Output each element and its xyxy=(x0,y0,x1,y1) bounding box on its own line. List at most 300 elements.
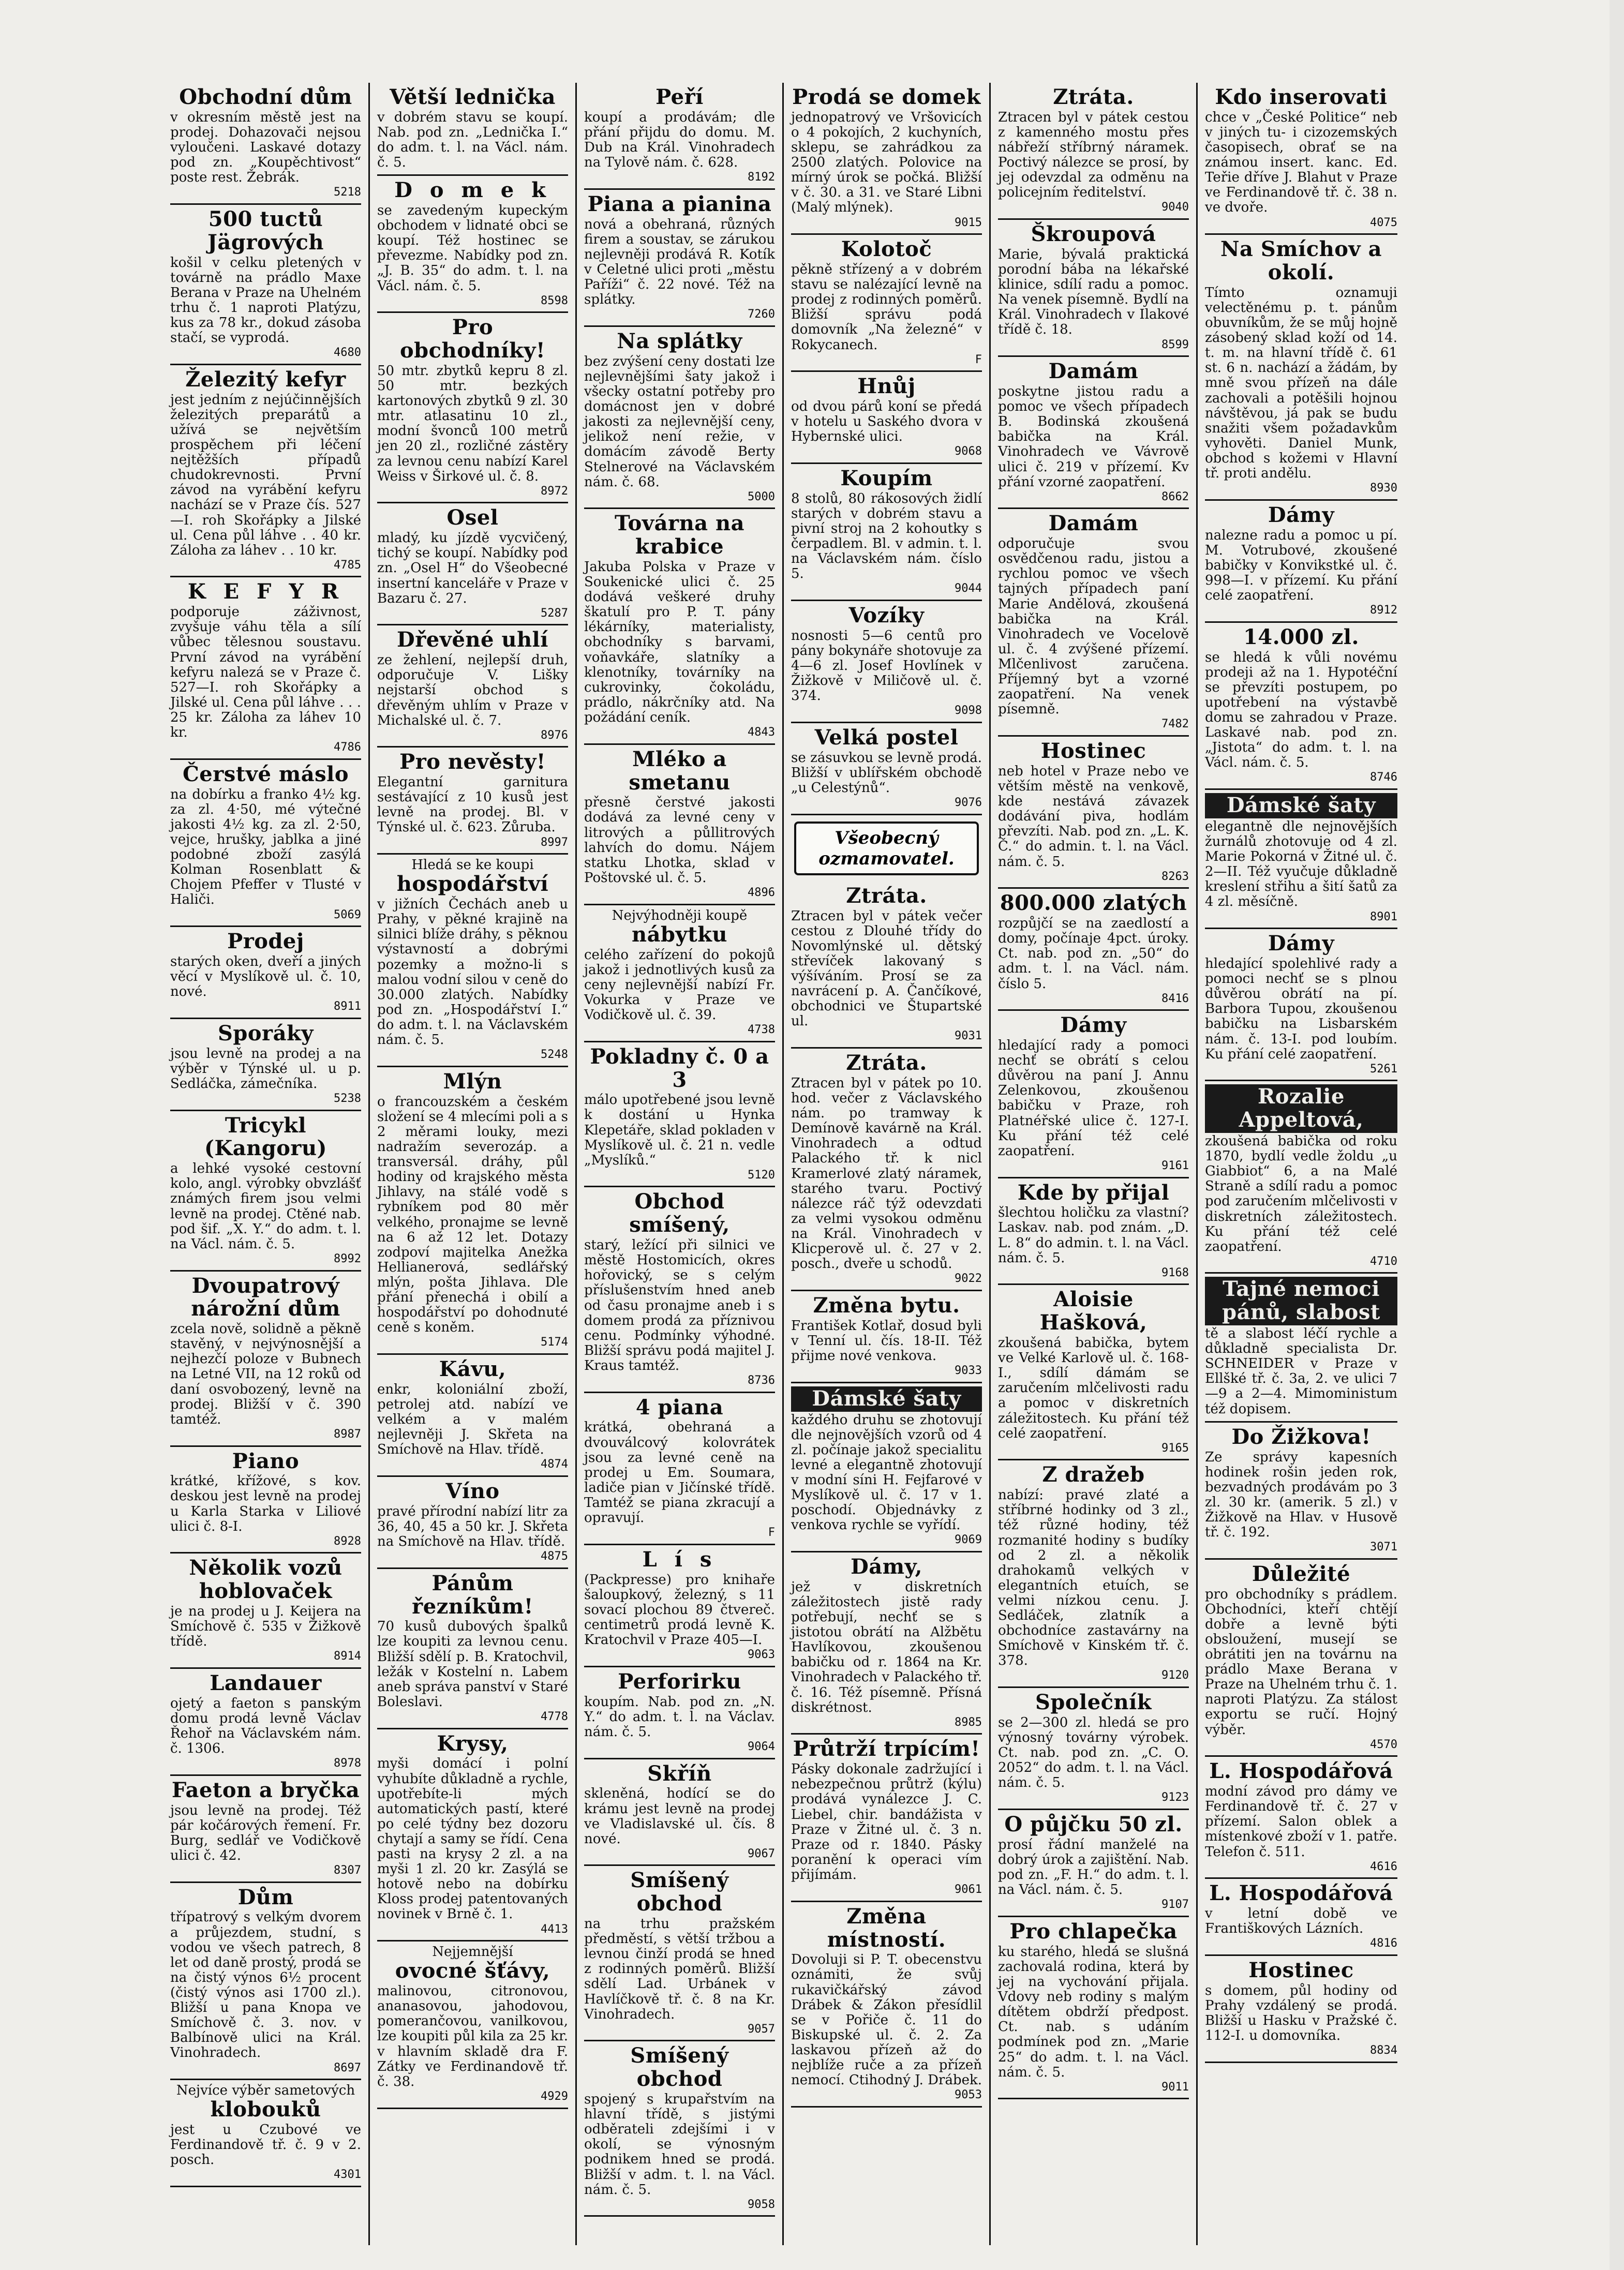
ad-preheading: Nejvýhodněji koupě xyxy=(612,907,748,923)
ad-body: krátká, obehraná a dvouválcový kolovrátek jsou za levné ceně na prodej u Em. Soumara, ladiče pian v Jičínské třídě. Tamtéž se piana zkracují a opravují. xyxy=(584,1420,775,1526)
ad-body: nalezne radu a pomoc u pí. M. Votrubové, zkoušené babičky v Konvikstké ul. č. 998—I. v přízemí. Ku přání celé zaopatření. xyxy=(1205,527,1397,604)
ad-heading: Pro obchodníky! xyxy=(399,315,546,363)
ad-body: každého druhu se zhotovují dle nejnovějších vzorů od 4 zl. počínaje jakož specialitu levné a elegantně zhotovují v modní síni H. Fejfarové v Myslíkově ul. č. 17 v 1. poschodí. Objednávky z venkova rychle se vyřídí. xyxy=(791,1412,982,1533)
classified-ad xyxy=(998,1917,1189,2099)
classified-ad xyxy=(170,1447,361,1554)
ad-body: košil v celku pletených v továrně na prádlo Maxe Berana v Praze na Uhelném trhu č. 1 naproti Platýzu, kus za 78 kr., dokud zásoba stačí, se vyprodá. xyxy=(170,255,361,346)
classified-ad xyxy=(170,205,361,365)
ad-number: 3071 xyxy=(1370,1541,1397,1554)
ad-body: jsou levně na prodej. Též pár kočárových řemení. Fr. Burg, sedlář ve Vodičkově ulici č. 42. xyxy=(170,1802,361,1863)
ad-heading: Landauer xyxy=(210,1670,322,1695)
ad-number: 8736 xyxy=(748,1374,775,1387)
ad-number: 9107 xyxy=(1161,1898,1189,1911)
classified-ad xyxy=(1205,1757,1397,1879)
ad-heading: Kolotoč xyxy=(841,237,932,262)
ad-heading: Dům xyxy=(237,1885,294,1909)
ad-body: v letní době ve Františkových Lázních. xyxy=(1205,1906,1397,1937)
classified-ad xyxy=(377,503,568,625)
ad-heading: Kávu, xyxy=(439,1357,506,1381)
classified-ad xyxy=(998,83,1189,220)
ad-number: 4896 xyxy=(748,886,775,900)
ad-number: 7482 xyxy=(1161,718,1189,731)
ad-heading: 4 piana xyxy=(635,1395,724,1420)
classified-ad xyxy=(1205,1081,1397,1274)
ad-body: v jižních Čechách aneb u Prahy, v pěkné krajině na silnici blíže dráhy, s pěknou výstavností a dobrými pozemky a možno-li s malou vodní silou v ceně do 30.000 zlatých. Nabídky pod zn. „Hospodářství I.“ do adm. t. l. na Václavském nám. č. 5. xyxy=(377,897,568,1048)
classified-ad xyxy=(377,1942,568,2109)
classified-ad xyxy=(170,1883,361,2081)
ad-body: se zásuvkou se levně prodá. Bližší v ublířském obchodě „u Celestýnů“. xyxy=(791,750,982,796)
ad-number: 4778 xyxy=(541,1710,568,1723)
ad-body: malinovou, citronovou, ananasovou, jahodovou, pomerančovou, vanilkovou, lze koupiti půl kila za 25 kr. v hlavním skladě dra F. Zátky ve Ferdinandově tř. č. 38. xyxy=(377,1983,568,2089)
ad-heading: Tajné nemoci pánů, slabost xyxy=(1205,1277,1397,1325)
ad-heading: Pro chlapečka xyxy=(1009,1919,1178,1944)
ad-number: 5120 xyxy=(748,1168,775,1182)
ad-heading: Dvoupatrový nárožní dům xyxy=(191,1273,340,1321)
ad-heading: K E F Y R xyxy=(187,579,344,604)
column-5 xyxy=(991,83,1198,2245)
ad-body: odporučuje svou osvědčenou radu, jistou a rychlou pomoc ve všech tajných případech paní Marie Andělová, zkoušená babička na Král. Vinohradech ve Vocelově ul. č. 4 zvýšené přízemí. Mlčenlivost zaručena. Příjemný byt a vzorné zaopatření. Na venek písemně. xyxy=(998,536,1189,718)
classified-ad xyxy=(377,83,568,176)
classified-ad xyxy=(1205,501,1397,623)
ad-heading: Mlýn xyxy=(443,1069,502,1094)
ad-number: 8192 xyxy=(748,171,775,184)
classified-ad xyxy=(377,1355,568,1477)
ad-number: 8985 xyxy=(955,1715,982,1729)
ad-body: nová a obehraná, různých firem a soustav, se zárukou nejlevněji prodává R. Kotík v Celetné ulici proti „městu Paříži“ č. 22 nové. Též na splátky. xyxy=(584,216,775,308)
ad-heading: Aloisie Hašková, xyxy=(1039,1287,1148,1335)
ad-number: 9063 xyxy=(748,1648,775,1662)
ad-heading: Krysy, xyxy=(437,1731,509,1756)
classified-ad xyxy=(1205,1879,1397,1956)
ad-body: pro obchodníky s prádlem. Obchodníci, kteří chtějí dobře a levně býti obsloužení, musejí se obrátiti jen na továrnu na prádlo Maxe Berana v Praze na Uhelném trhu č. 1. naproti Platýzu. Za stálost exportu se ručí. Hojný výběr. xyxy=(1205,1586,1397,1738)
ad-heading: Ztráta. xyxy=(846,1051,927,1076)
ad-preheading: Nejjemnější xyxy=(432,1944,513,1960)
classified-ad xyxy=(791,723,982,815)
ad-body: ze žehlení, nejlepší druh, odporučuje V. Lišky nejstarší obchod s dřevěným uhlím v Praze v Michalské ul. č. 7. xyxy=(377,652,568,728)
ad-body: spojený s krupařstvím na hlavní třídě, s jistými odběrateli zdejšími i v okolí, se výnosným podnikem hned se prodá. Bližší v adm. t. l. na Václ. nám. č. 5. xyxy=(584,2092,775,2198)
ad-number: 5248 xyxy=(541,1048,568,1062)
ad-body: enkr, koloniální zboží, petrolej atd. nabízí ve velkém a v malém nejlevněji J. Skřeta na Smíchově na Hlav. třídě. xyxy=(377,1381,568,1458)
ad-heading: Mléko a smetanu xyxy=(629,746,731,795)
ad-number: 9022 xyxy=(955,1272,982,1286)
ad-number: 4843 xyxy=(748,726,775,739)
classified-ad xyxy=(584,1393,775,1545)
ad-number: 4874 xyxy=(541,1458,568,1471)
classified-ad xyxy=(377,855,568,1067)
classified-ad xyxy=(584,2041,775,2217)
classified-ad xyxy=(377,313,568,503)
ad-heading: Osel xyxy=(446,505,499,530)
ad-body: neb hotel v Praze nebo ve větším městě na venkově, kde nestává závazek dodávání piva, hodlám převzíti. Nab. pod zn. „L. K. Č.“ do admin. t. l. na Václ. nám. č. 5. xyxy=(998,763,1189,870)
ad-body: jest jedním z nejúčinnějších železitých preparátů a užívá se největším prospěchem při léčení nejtěžších případů chudokrevnosti. První závod na vyrábění kefyru nachází se v Praze čís. 527—I. roh Skořápky a Jilské ul. Cena půl láhve . . 40 kr. Záloha za láhev . . 10 kr. xyxy=(170,392,361,558)
classified-ad xyxy=(1205,929,1397,1081)
page-edge xyxy=(1610,0,1624,2270)
ad-heading: Obchodní dům xyxy=(179,85,352,109)
classified-ad xyxy=(1205,1423,1397,1560)
ad-body: Pásky dokonale zadržující i nebezpečnou průtrž (kýlu) prodává vynálezce J. C. Liebel, chir. bandážista v Praze v Žitné ul. č. 3 n. Praze od r. 1840. Pásky poranění k operaci vím přijímám. xyxy=(791,1761,982,1883)
classified-ad xyxy=(170,760,361,927)
ad-number: 8928 xyxy=(334,1534,361,1548)
ad-body: celého zařízení do pokojů jakož i jednotlivých kusů za ceny nejlevnější nabízí Fr. Vokurka v Praze ve Vodičkově ul. č. 39. xyxy=(584,947,775,1023)
ad-body: modní závod pro dámy ve Ferdinandově tř. č. 27 v přízemí. Salon oblek a místenkové zboží v 1. patře. Telefon č. 511. xyxy=(1205,1784,1397,1860)
ad-number: 9033 xyxy=(955,1364,982,1378)
ad-body: zkoušená babička, bytem ve Velké Karlově ul. č. 168-I., sdílí dámám se zaručením mlčelivosti radu a pomoc v diskretních záležitostech. Ku přání též celé zaopatření. xyxy=(998,1335,1189,1441)
ad-heading: Průtrží trpícím! xyxy=(793,1737,980,1761)
ad-heading: Změna bytu. xyxy=(813,1293,960,1318)
ad-body: ku starého, hledá se slušná zachovalá rodina, která by jej na vychování přijala. Vdovy neb rodiny s malým dítětem obdrží předpost. Ct. nab. s udáním podmínek pod zn. „Marie 25“ do adm. t. l. na Václ. nám. č. 5. xyxy=(998,1944,1189,2080)
ad-number: 4570 xyxy=(1370,1738,1397,1751)
ad-body: jsou levně na prodej a na výběr v Týnské ul. u p. Sedláčka, zámečníka. xyxy=(170,1046,361,1092)
ad-number: 5000 xyxy=(748,490,775,503)
ad-number: 4616 xyxy=(1370,1860,1397,1873)
ad-body: (Packpresse) pro knihaře šaloupkový, železný, s 11 sovací plochou 89 čtvereč. centimetrů prodá levně K. Kratochvil v Praze 405—I. xyxy=(584,1572,775,1648)
ad-heading: Dámské šaty xyxy=(1205,793,1397,818)
ad-body: málo upotřebené jsou levně k dostání u Hynka Klepetáře, sklad pokladen v Myslíkově ul. č. 21 n. vedle „Myslíků.“ xyxy=(584,1092,775,1168)
ad-number: 8987 xyxy=(334,1427,361,1441)
ad-heading: L. Hospodářová xyxy=(1209,1759,1393,1784)
classified-ad xyxy=(998,509,1189,737)
ad-heading: Hostinec xyxy=(1248,1958,1354,1982)
ad-heading: 500 tuctů Jägrových xyxy=(207,206,324,255)
classified-ad xyxy=(170,1272,361,1447)
ad-number: 9058 xyxy=(748,2198,775,2211)
ad-body: nabízí: pravé zlaté a stříbrné hodinky od 3 zl., též různé hodiny, též rozmanité hodiny s budíky od 2 zl. a několik drahokamů velkých v elegantních etuích, se velmi nízkou cenu. J. Sedláček, zlatník a obchodníce zastavárny na Smíchově v Kinském tř. č. 378. xyxy=(998,1487,1189,1669)
ad-number: 8598 xyxy=(541,294,568,307)
ad-body: jest u Czubové ve Ferdinandově tř. č. 9 v 2. posch. xyxy=(170,2122,361,2168)
ad-number: 9061 xyxy=(955,1883,982,1896)
ad-number: 9069 xyxy=(955,1533,982,1547)
ad-body: elegantně dle nejnovějších žurnálů zhotovuje od 4 zl. Marie Pokorná v Žitné ul. č. 2—II. Též vyučuje důkladně kreslení střihu a šití šatů za 4 zl. měsíčně. xyxy=(1205,818,1397,910)
ad-preheading: Nejvíce výběr sametových xyxy=(176,2083,355,2099)
ad-number: 8911 xyxy=(334,1000,361,1013)
ad-heading: Smíšený obchod xyxy=(630,1868,729,1916)
classified-ad xyxy=(998,1688,1189,1810)
ad-heading: Dámy xyxy=(1268,502,1335,527)
ad-body: v dobrém stavu se koupí. Nab. pod zn. „Lednička I.“ do adm. t. l. na Václ. nám. č. 5. xyxy=(377,109,568,171)
classified-ad xyxy=(998,889,1189,1011)
ad-body: poskytne jistou radu a pomoc ve všech případech B. Bodinská zkoušená babička na Král. Vinohradech ve Vávrově ulici č. 219 v přízemí. Kv přání vzorné zaopatření. xyxy=(998,383,1189,490)
ad-heading: Čerstvé máslo xyxy=(182,761,349,786)
classified-ad xyxy=(584,327,775,509)
ad-body: se 2—300 zl. hledá se pro výnosný továrny výrobek. Ct. nab. pod zn. „C. O. 2052“ do adm. t. l. na Václ. nám. č. 5. xyxy=(998,1714,1189,1791)
ad-number: 9067 xyxy=(748,1847,775,1860)
ad-body: podporuje záživnost, zvyšuje váhu těla a sílí vůbec tělesnou soustavu. První závod na vyrábění kefyru nalezá se v Praze č. 527—I. roh Skořápky a Jilské ul. Cena půl láhve . . . 25 kr. Záloha za láhev 10 kr. xyxy=(170,604,361,741)
classified-ad xyxy=(584,1667,775,1759)
ad-number: 8914 xyxy=(334,1650,361,1663)
classified-ad xyxy=(377,1067,568,1355)
ad-number: 9076 xyxy=(955,796,982,810)
ad-heading: L. Hospodářová xyxy=(1209,1881,1393,1906)
ad-number: 4301 xyxy=(334,2168,361,2182)
ad-number: 9161 xyxy=(1161,1159,1189,1172)
ad-number: 8901 xyxy=(1370,910,1397,923)
ad-heading: Továrna na krabice xyxy=(614,511,744,559)
ad-heading: Na Smíchov a okolí. xyxy=(1220,237,1382,285)
ad-number: 4816 xyxy=(1370,1937,1397,1950)
ad-body: Tímto oznamuji velectěnému p. t. pánům obuvníkům, že se můj hojně zásobený sklad koží od 14. t. m. na hlavní třídě č. 61 st. 6 n. nachází a žádám, by mně svou přízeň na dále zachovali a potěšili hojnou návštěvou, já pak se budu snažiti všem požadavkům vyhověti. Daniel Munk, obchod s kožemi v Hlavní tř. proti andělu. xyxy=(1205,285,1397,482)
ad-number: 7260 xyxy=(748,308,775,321)
ad-number: 5174 xyxy=(541,1336,568,1349)
ad-number: F xyxy=(768,1526,775,1540)
classified-ad xyxy=(170,1554,361,1669)
ad-heading: Společník xyxy=(1035,1690,1152,1715)
ad-body: chce v „České Politice“ neb v jiných tu- i cizozemských časopisech, obrať se na známou insert. kanc. Ed. Teřie dříve J. Blahut v Praze ve Ferdinandově tř. č. 38 n. ve dvoře. xyxy=(1205,109,1397,216)
ad-body: na dobírku a franko 4½ kg. za zl. 4·50, mé výtečné jakosti 4½ kg. za zl. 2·50, vejce, hrušky, jablka a jiné podobné zboží zasýlá Kolman Rosenblatt & Chojem Pfeffer v Tlusté v Haliči. xyxy=(170,786,361,908)
classified-ad xyxy=(377,625,568,748)
ad-number: 8834 xyxy=(1370,2044,1397,2057)
classified-ad xyxy=(584,1545,775,1667)
classified-ad xyxy=(998,737,1189,889)
ad-number: 9168 xyxy=(1161,1266,1189,1279)
ad-body: 70 kusů dubových špalků lze koupiti za levnou cenu. Bližší sdělí p. B. Kratochvil, ležák v Kostelní n. Labem aneb správa panství v Staré Boleslavi. xyxy=(377,1619,568,1710)
ad-body: koupí a prodávám; dle přání přijdu do domu. M. Dub na Král. Vinohradech na Tylově nám. č. 628. xyxy=(584,109,775,171)
classified-ad xyxy=(377,748,568,855)
ad-number: F xyxy=(975,353,982,366)
classified-ad xyxy=(170,83,361,205)
ad-heading: Dámy xyxy=(1060,1013,1127,1038)
ad-body: myši domácí i polní vyhubíte důkladně a rychle, upotřebíte-li mých automatických pastí, které po celé týdny bez dozoru chytají a samy se řídí. Cena pasti na krysy 2 zl. a na myši 1 zl. 20 kr. Zasýlá se hotově nebo na dobírku Kloss prodej patentovaných novinek v Brně č. 1. xyxy=(377,1756,568,1922)
ad-body: Elegantní garnitura sestávající z 10 kusů jest levně na prodej. Bl. v Týnské ul. č. 623. Zůruba. xyxy=(377,774,568,835)
classified-ad xyxy=(791,1902,982,2108)
classified-ad xyxy=(1205,1274,1397,1422)
ad-heading: Rozalie Appeltová, xyxy=(1205,1084,1397,1133)
ad-number: 9053 xyxy=(955,2088,982,2102)
ad-number: 8307 xyxy=(334,1864,361,1877)
classified-ad xyxy=(998,1011,1189,1178)
classified-ad xyxy=(791,882,982,1049)
ad-number: 8912 xyxy=(1370,604,1397,617)
ad-heading: Na splátky xyxy=(617,328,742,353)
ad-heading: Několik vozů hoblovaček xyxy=(189,1556,342,1604)
classified-ad xyxy=(1205,235,1397,501)
classified-ad xyxy=(584,1866,775,2041)
ad-body: a lehké vysoké cestovní kolo, angl. výrobky obvzlášť známých firem jsou velmi levně na prodej. Ctěné nab. pod šif. „X. Y.“ do adm. t. l. na Václ. nám. č. 5. xyxy=(170,1161,361,1252)
ad-heading: Kde by přijal xyxy=(1017,1180,1170,1205)
ad-heading: Pánům řezníkům! xyxy=(412,1571,533,1619)
ad-body: zcela nově, solidně a pěkně stavěný, v nejvýnosnější a nejhezčí poloze v Bubnech na Letné VII, na 12 roků od daní osvobozený, levně na prodej. Bližší v č. 390 tamtéž. xyxy=(170,1321,361,1427)
ad-body: tě a slabost léčí rychle a důkladně specialista Dr. SCHNEIDER v Praze v Ellšké tř. č. 3a, 2. ve ulici 7—9 a 2—4. Mimoministum též dopisem. xyxy=(1205,1326,1397,1417)
column-4 xyxy=(784,83,991,2245)
ad-heading: Pokladny č. 0 a 3 xyxy=(590,1044,769,1092)
ad-number: 4786 xyxy=(334,741,361,754)
ad-body: Ze správy kapesních hodinek rošin jeden rok, bezvadných prodávám po 3 zl. 30 kr. (amerik. 5 zl.) v Žižkově na Hlav. v Husově tř. č. 192. xyxy=(1205,1449,1397,1541)
classified-ad xyxy=(170,1776,361,1883)
column-2 xyxy=(370,83,577,2245)
ad-columns xyxy=(163,83,1612,2245)
ad-number: 9040 xyxy=(1161,201,1189,214)
ad-heading: Hostinec xyxy=(1040,739,1146,764)
ad-body: třípatrový s velkým dvorem a průjezdem, studní, s vodou ve všech patrech, 8 let od daně prostý, prodá se na čistý výnos 6½ procent (čistý výnos asi 1700 zl.). Bližší u pana Knopa ve Smíchově č. 3. nov. v Balbínově ulici na Král. Vinohradech. xyxy=(170,1909,361,2061)
ad-body: starých oken, dveří a jiných věcí v Myslíkově ul. č. 10, nové. xyxy=(170,953,361,1000)
stamp-logo: Všeobecný ozmamovatel. xyxy=(794,822,979,875)
ad-number: 4929 xyxy=(541,2089,568,2103)
ad-heading: Peří xyxy=(655,85,704,109)
ad-body: prosí řádní manželé na dobrý úrok a zajištění. Nab. pod zn. „F. H.“ do adm. t. l. na Václ. nám. č. 5. xyxy=(998,1836,1189,1898)
classified-ad xyxy=(791,1552,982,1735)
ad-body: rozpůjčí se na zaedlostí a domy, počínaje 4pct. úroky. Ct. nab. pod zn. „50“ do adm. t. l. na Václ. nám. číslo 5. xyxy=(998,916,1189,992)
ad-number: 8992 xyxy=(334,1252,361,1265)
classified-ad xyxy=(998,1178,1189,1286)
classified-ad xyxy=(377,1477,568,1569)
ad-number: 4413 xyxy=(541,1922,568,1936)
classified-ad xyxy=(584,1042,775,1188)
ad-heading: klobouků xyxy=(210,2097,321,2122)
classified-ad xyxy=(584,1187,775,1393)
ad-body: hledající rady a pomoci nechť se obrátí s celou důvěrou na paní J. Annu Zelenkovou, zkoušenou babičku v Praze, roh Platnéřské ulice č. 127-I. Ku přání též celé zaopatření. xyxy=(998,1038,1189,1159)
ad-heading: Koupím xyxy=(840,466,933,491)
ad-heading: Víno xyxy=(445,1479,500,1503)
ad-body: zkoušená babička od roku 1870, bydlí vedle žoldu „u Giabbiot“ 6, a na Malé Straně a sdílí radu a pomoc pod zaručením mlčelivosti v diskretních záležitostech. Ku přání též celé zaopatření. xyxy=(1205,1133,1397,1255)
ad-number: 9064 xyxy=(748,1740,775,1753)
classified-ad xyxy=(998,1460,1189,1688)
ad-heading: Dámské šaty xyxy=(791,1386,982,1412)
ad-heading: 800.000 zlatých xyxy=(1000,891,1187,916)
ad-number: 5069 xyxy=(334,908,361,921)
ad-heading: Prodej xyxy=(227,929,304,954)
column-3 xyxy=(577,83,784,2245)
ad-heading: Faeton a bryčka xyxy=(171,1778,360,1802)
ad-number: 8976 xyxy=(541,728,568,742)
ad-heading: L í s xyxy=(642,1547,717,1572)
ad-number: 5218 xyxy=(334,186,361,199)
ad-heading: Tricykl (Kangoru) xyxy=(204,1113,327,1161)
ad-body: se hledá k vůli novému prodeji až na 1. Hypotéční se převzíti postupem, po upotřebení na výstavbě domu se zahradou v Praze. Laskavé nab. pod zn. „Jistota“ do adm. t. l. na Václ. nám. č. 5. xyxy=(1205,649,1397,771)
classified-ad xyxy=(584,190,775,327)
classified-ad xyxy=(584,905,775,1042)
ad-heading: Vozíky xyxy=(848,603,925,628)
classified-ad xyxy=(584,83,775,190)
ad-body: ojetý a faeton s panským domu prodá levně Václav Řehoř na Václavském nám. č. 1306. xyxy=(170,1695,361,1757)
ad-number: 8997 xyxy=(541,835,568,849)
ad-heading: Hnůj xyxy=(857,374,916,399)
ad-body: Ztracen byl v pátek večer cestou z Dlouhé třídy do Novomlýnské ul. dětský střevíček lakovaný s výšíváním. Prosí se za navrácení p. A. Čančíkové, obchodnici ve Štupartské ul. xyxy=(791,908,982,1029)
ad-body: Marie, bývalá praktická porodní bába na lékařské klinice, sdílí radu a pomoc. Na venek písemně. Bydlí na Král. Vinohradech v Ilakové třídě č. 18. xyxy=(998,246,1189,338)
ad-heading: Obchod smíšený, xyxy=(629,1189,730,1237)
classified-ad xyxy=(1205,623,1397,790)
ad-heading: Železitý kefyr xyxy=(185,367,346,392)
classified-ad xyxy=(170,365,361,578)
ad-number: 8746 xyxy=(1370,771,1397,784)
ad-number: 9057 xyxy=(748,2022,775,2036)
ad-heading: Damám xyxy=(1048,359,1139,384)
ad-body: od dvou párů koní se předá v hotelu u Saského dvora v Hybernské ulici. xyxy=(791,399,982,445)
classified-ad xyxy=(791,372,982,464)
column-6 xyxy=(1198,83,1405,2245)
ad-number: 9011 xyxy=(1161,2080,1189,2094)
ad-number: 9031 xyxy=(955,1029,982,1043)
ad-number: 9123 xyxy=(1161,1791,1189,1804)
ad-heading: Prodá se domek xyxy=(792,85,981,109)
ad-heading: Piana a pianina xyxy=(587,191,772,216)
ad-body: hledající spolehlivé rady a pomoci nechť se s plnou důvěrou obrátí na pí. Barbora Tupou, zkoušenou babičku na Lisbarském nám. č. 13-I. pod loubím. Ku přání celé zaopatření. xyxy=(1205,955,1397,1062)
ad-body: Ztracen byl v pátek cestou z kamenného mostu přes nábřeží stříbrný náramek. Poctivý nálezce se prosí, by jej odevzdal za odměnu na policejním ředitelství. xyxy=(998,109,1189,201)
classified-ad xyxy=(791,83,982,235)
classified-ad xyxy=(170,1669,361,1776)
ad-body: přesně čerstvé jakosti dodává za levné ceny v litrových a půllitrových lahvích do domu. Nájem statku Lhotka, sklad v Poštovské ul. č. 5. xyxy=(584,795,775,886)
ad-number: 9120 xyxy=(1161,1669,1189,1682)
ad-number: 8416 xyxy=(1161,992,1189,1005)
ad-body: se zavedeným kupeckým obchodem v lidnaté obci se koupí. Též hostinec se převezme. Nabídky pod zn. „J. B. 35“ do adm. t. l. na Václ. nám. č. 5. xyxy=(377,203,568,294)
ad-body: krátké, křížové, s kov. deskou jest levně na prodej u Karla Starka v Liliové ulici č. 8-I. xyxy=(170,1473,361,1534)
ad-number: 8930 xyxy=(1370,482,1397,495)
ad-body: mladý, ku jízdě vycvičený, tichý se koupí. Nabídky pod zn. „Osel H“ do Všeobecné insertní kanceláře v Praze v Bazaru č. 27. xyxy=(377,530,568,606)
ad-number: 5238 xyxy=(334,1092,361,1106)
ad-heading: Damám xyxy=(1048,511,1139,536)
ad-heading: Perforirku xyxy=(618,1669,741,1694)
ad-number: 9165 xyxy=(1161,1441,1189,1455)
classified-ad xyxy=(1205,1956,1397,2063)
classified-ad xyxy=(170,927,361,1019)
ad-heading: Dámy xyxy=(1268,931,1335,956)
ad-heading: Změna místností. xyxy=(827,1904,946,1952)
ad-body: pěkně střízený a v dobrém stavu se nalézající levně na prodej z rodinných poměrů. Bližší správu podá domovník „Na železné“ v Rokycanech. xyxy=(791,261,982,353)
ad-heading: Větší lednička xyxy=(390,85,556,109)
ad-heading: Ztráta. xyxy=(1053,85,1134,109)
ad-preheading: Hledá se ke koupi xyxy=(411,857,534,873)
ad-heading: Ztráta. xyxy=(846,883,927,908)
ad-body: šlechtou holičku za vlastní? Laskav. nab. pod znám. „D. L. 8“ do admin. t. l. na Václ. nám. č. 5. xyxy=(998,1205,1189,1266)
classified-ad xyxy=(377,176,568,313)
ad-heading: O půjčku 50 zl. xyxy=(1004,1812,1183,1837)
ad-heading: D o m e k xyxy=(394,178,551,203)
ad-number: 4680 xyxy=(334,346,361,360)
classified-ad xyxy=(791,464,982,601)
ad-heading: hospodářství xyxy=(396,872,549,897)
classified-ad xyxy=(377,1729,568,1942)
ad-body: bez zvýšení ceny dostati lze nejlevnějšími šaty jakož i všecky ostatní potřeby pro domácnost jen v dobré jakosti za nejlevnější ceny, jelikož není režie, v domácím závodě Berty Stelnerové na Václavském nám. č. 68. xyxy=(584,353,775,490)
classified-ad xyxy=(791,1049,982,1291)
classified-ad xyxy=(1205,83,1397,235)
ad-number: 8263 xyxy=(1161,870,1189,883)
ad-body: koupím. Nab. pod zn. „N. Y.“ do adm. t. l. na Václav. nám. č. 5. xyxy=(584,1694,775,1740)
ad-heading: Kdo inserovati xyxy=(1215,85,1388,109)
ad-body: s domem, půl hodiny od Prahy vzdálený se prodá. Bližší u Hasku v Pražské č. 112-I. u domovníka. xyxy=(1205,1982,1397,2044)
ad-number: 9015 xyxy=(955,216,982,229)
ad-body: Jakuba Polska v Praze v Soukenické ulici č. 25 dodává veškeré druhy škatulí pro P. T. pány lékárníky, materialisty, obchodníky s barvami, voňavkáře, slatníky a klenotníky, továrníky na cukrovinky, čokoládu, prádlo, nákrčníky atd. Na požádání ceník. xyxy=(584,559,775,726)
classified-ad xyxy=(791,1291,982,1383)
classified-ad xyxy=(170,1019,361,1111)
ad-number: 9068 xyxy=(955,445,982,458)
ad-heading: nábytku xyxy=(632,922,727,947)
classified-ad xyxy=(791,235,982,372)
ad-body: starý, ležící při silnici ve městě Hostomicích, okres hořovický, se s celým příslušenstvím hned aneb od času pronajme aneb i s domem prodá za příznivou cenu. Podmínky výhodné. Bližší správu podá majitel J. Kraus tamtéž. xyxy=(584,1237,775,1373)
ad-body: je na prodej u J. Keijera na Smíchově č. 535 v Žižkově třídě. xyxy=(170,1603,361,1650)
ad-body: 8 stolů, 80 rákosových židlí starých v dobrém stavu a pivní stroj na 2 kohoutky s čerpadlem. Bl. v admin. t. l. na Václavském nám. číslo 5. xyxy=(791,490,982,582)
ad-heading: Velká postel xyxy=(814,725,959,750)
ad-heading: Skříň xyxy=(647,1761,712,1786)
ad-body: jež v diskretních záležitostech jistě rady potřebují, nechť se s jistotou obrátí na Alžbětu Havlíkovou, zkoušenou babičku od r. 1864 na Kr. Vinohradech v Palackého tř. č. 16. Též písemně. Přísná diskrétnost. xyxy=(791,1579,982,1715)
ad-body: o francouzském a českém složení se 4 mlecími poli a s 2 měrami louky, mezi nadražím severozáp. a transversál. dráhy, půl hodiny od krajského města Jihlavy, na stálé vodě s rybníkem pod 80 měr velkého, pronajme se levně na 6 až 12 let. Dotazy zodpoví majitelka Anežka Hellianerová, sedlářský mlýn, pošta Jihlava. Dle přání přenechá i obilí a hospodářství po dohodnuté ceně s koněm. xyxy=(377,1094,568,1336)
ad-body: jednopatrový ve Vršovicích o 4 pokojích, 2 kuchyních, sklepu, se zahrádkou za 2500 zlatých. Polovice na mírný úrok se počká. Bližší v č. 30. a 31. ve Staré Libni (Malý mlýnek). xyxy=(791,109,982,216)
ad-body: Dovoluji si P. T. obecenstvu oznámiti, že svůj rukavičkářský závod Drábek & Zákon přesídlil se v Pořiče č. 11 do Biskupské ul. č. 2. Za laskavou přízeň až do nejblíže ruče a za přízeň nemocí. Ctihodný J. Drábek. xyxy=(791,1952,982,2088)
ad-heading: Z dražeb xyxy=(1042,1462,1145,1487)
ad-heading: Dřevěné uhlí xyxy=(397,628,548,652)
ad-body: na trhu pražském předměstí, s větší tržbou a levnou činží prodá se hned z rodinných poměrů. Bližší sdělí Lad. Urbánek v Havlíčkově tř. č. 8 na Kr. Vinohradech. xyxy=(584,1916,775,2022)
ad-heading: Piano xyxy=(232,1448,300,1473)
classified-ad xyxy=(584,1759,775,1866)
ad-number: 4710 xyxy=(1370,1255,1397,1268)
ad-number: 5261 xyxy=(1370,1062,1397,1076)
classified-ad xyxy=(791,601,982,723)
ad-number: 8972 xyxy=(541,484,568,498)
classified-ad xyxy=(584,745,775,905)
ad-number: 8978 xyxy=(334,1757,361,1770)
ad-heading: Důležité xyxy=(1251,1561,1351,1586)
ad-number: 4075 xyxy=(1370,216,1397,229)
ad-body: v okresním městě jest na prodej. Dohazovači nejsou vyloučeni. Laskavé dotazy pod zn. „Koupěchtivost“ poste rest. Žebrák. xyxy=(170,109,361,186)
ad-body: Ztracen byl v pátek po 10. hod. večer z Václavského nám. po tramway k Demínově kavárně na Král. Vinohradech a odtud Palackého tř. k nicl Kramerlové zlatý náramek, starého tvaru. Poctivý nálezce ráč týž odevzdati za velmi vysokou odměnu na Král. Vinohradech v Klicperově ul. č. 27 v 2. posch., dveře u schodů. xyxy=(791,1075,982,1272)
ad-number: 9098 xyxy=(955,704,982,718)
